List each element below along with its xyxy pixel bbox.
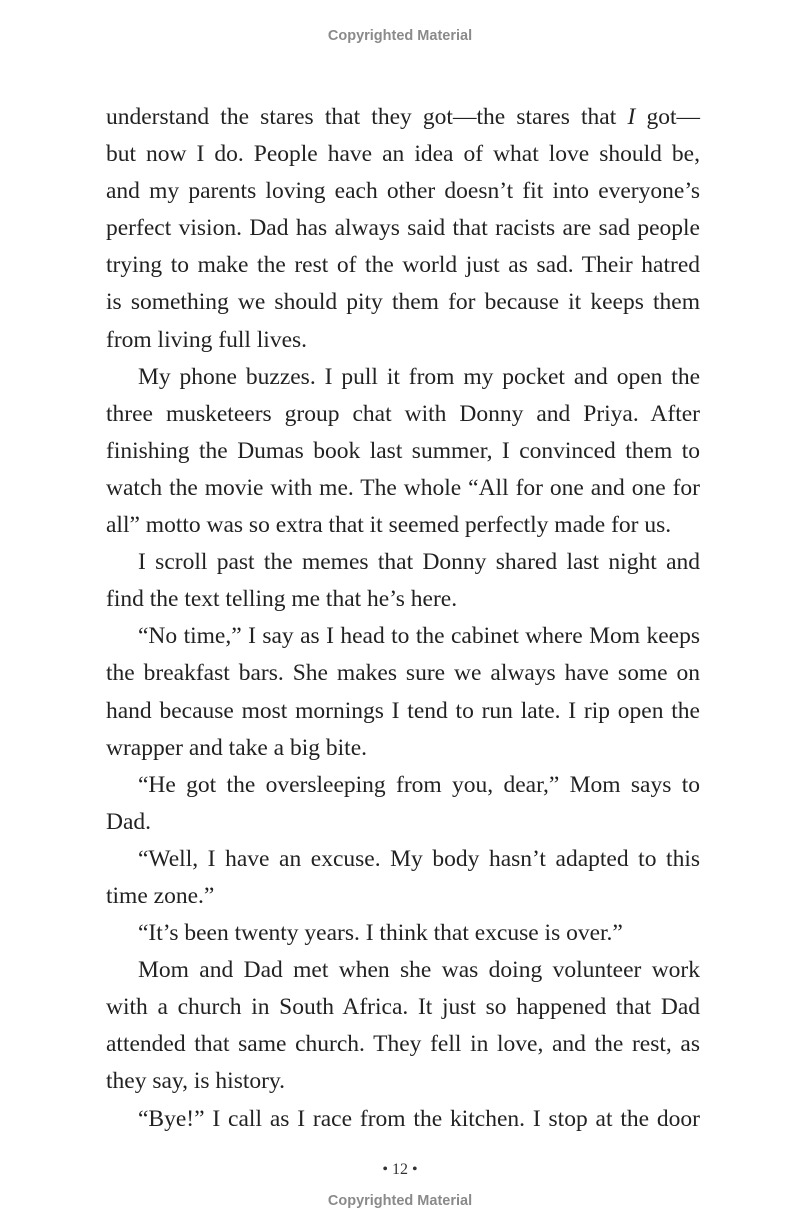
text-line: Mom and Dad met when she was doing volunteer work xyxy=(138,957,700,984)
text-line: understand the stares that they got—the stares that I got— xyxy=(106,104,700,130)
paragraph xyxy=(106,99,700,359)
text-line: from living full lives. xyxy=(106,326,308,353)
text-line: time zone.” xyxy=(106,882,215,909)
text-line: three musketeers group chat with Donny and Priya. After xyxy=(106,400,700,427)
paragraph xyxy=(106,544,700,618)
page-number: • 12 • xyxy=(382,1161,418,1178)
paragraph xyxy=(106,841,700,915)
paragraph xyxy=(106,767,700,841)
text-line: the breakfast bars. She makes sure we always have some on xyxy=(106,660,700,687)
paragraph xyxy=(106,359,700,544)
text-line: all” motto was so extra that it seemed perfectly made for us. xyxy=(106,512,672,539)
paragraph xyxy=(106,915,700,952)
body-text xyxy=(106,99,700,1138)
text-line: I scroll past the memes that Donny shared last night and xyxy=(138,549,700,576)
copyright-watermark-top: Copyrighted Material xyxy=(327,28,473,44)
copyright-watermark-bottom: Copyrighted Material xyxy=(327,1193,473,1209)
text-line: hand because most mornings I tend to run late. I rip open the xyxy=(106,697,700,724)
text-line: My phone buzzes. I pull it from my pocket and open the xyxy=(138,363,700,390)
text-line: trying to make the rest of the world just as sad. Their hatred xyxy=(106,252,700,279)
text-line: find the text telling me that he’s here. xyxy=(106,586,458,613)
text-line: wrapper and take a big bite. xyxy=(106,734,368,761)
text-line: and my parents loving each other doesn’t fit into everyone’s xyxy=(106,178,700,205)
text-line: with a church in South Africa. It just so happened that Dad xyxy=(106,994,700,1021)
text-line: “Well, I have an excuse. My body hasn’t adapted to this xyxy=(138,845,700,872)
text-line: finishing the Dumas book last summer, I convinced them to xyxy=(106,437,700,464)
paragraph xyxy=(106,952,700,1100)
text-line: perfect vision. Dad has always said that racists are sad people xyxy=(106,215,700,242)
text-line: they say, is history. xyxy=(106,1068,286,1095)
text-line: attended that same church. They fell in love, and the rest, as xyxy=(106,1031,700,1058)
text-line: Dad. xyxy=(106,808,152,835)
text-line: “He got the oversleeping from you, dear,” Mom says to xyxy=(138,771,700,798)
paragraph xyxy=(106,1101,700,1138)
text-line: “Bye!” I call as I race from the kitchen. I stop at the door xyxy=(138,1105,700,1132)
text-line: “It’s been twenty years. I think that excuse is over.” xyxy=(138,920,623,947)
text-line: “No time,” I say as I head to the cabinet where Mom keeps xyxy=(138,623,700,650)
text-line: is something we should pity them for because it keeps them xyxy=(106,289,700,316)
paragraph xyxy=(106,618,700,766)
text-line: but now I do. People have an idea of what love should be, xyxy=(106,141,700,168)
text-line: watch the movie with me. The whole “All for one and one for xyxy=(106,474,700,501)
